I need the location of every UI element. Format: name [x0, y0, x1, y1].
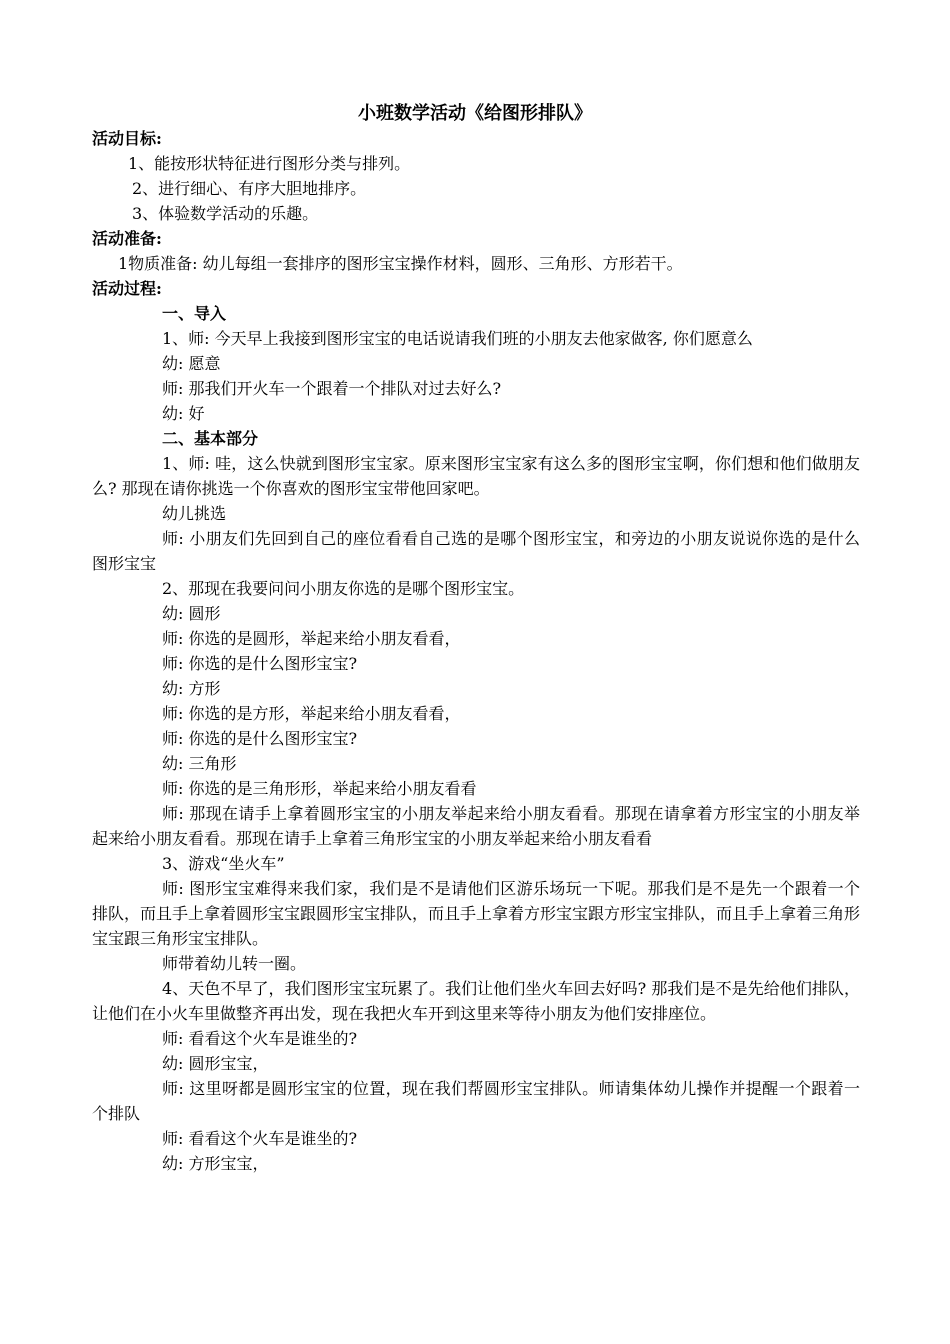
- paragraph: 师: 那现在请手上拿着圆形宝宝的小朋友举起来给小朋友看看。那现在请拿着方形宝宝的小朋友举起来给小朋友看看。那现在请手上拿着三角形宝宝的小朋友举起来给小朋友看看: [92, 804, 860, 848]
- paragraph: 师: 小朋友们先回到自己的座位看看自己选的是哪个图形宝宝，和旁边的小朋友说说你选的是什么图形宝宝: [92, 529, 860, 573]
- goal-item: 3、体验数学活动的乐趣。: [132, 204, 319, 223]
- prep-text: 1物质准备: 幼儿每组一套排序的图形宝宝操作材料，圆形、三角形、方形若干。: [118, 254, 683, 273]
- dialog-line: 幼: 三角形: [162, 754, 237, 773]
- dialog-line: 幼: 圆形: [162, 604, 221, 623]
- dialog-line: 2、那现在我要问问小朋友你选的是哪个图形宝宝。: [162, 579, 525, 598]
- dialog-line: 幼儿挑选: [162, 504, 227, 523]
- prep-heading: 活动准备:: [92, 229, 162, 248]
- paragraph: 1、师: 哇，这么快就到图形宝宝家。原来图形宝宝家有这么多的图形宝宝啊，你们想和他们做朋友么? 那现在请你挑选一个你喜欢的图形宝宝带他回家吧。: [92, 454, 860, 498]
- dialog-line: 幼: 方形宝宝，: [162, 1154, 269, 1173]
- dialog-line: 师: 你选的是什么图形宝宝?: [162, 654, 358, 673]
- dialog-line: 3、游戏“坐火车”: [162, 854, 285, 873]
- paragraph: 4、天色不早了，我们图形宝宝玩累了。我们让他们坐火车回去好吗? 那我们是不是先给他们排队，让他们在小火车里做整齐再出发，现在我把火车开到这里来等待小朋友为他们安排座位。: [92, 979, 860, 1023]
- dialog-line: 1、师: 今天早上我接到图形宝宝的电话说请我们班的小朋友去他家做客, 你们愿意么: [162, 329, 753, 348]
- dialog-line: 师: 你选的是方形，举起来给小朋友看看，: [162, 704, 461, 723]
- paragraph: 师: 这里呀都是圆形宝宝的位置，现在我们帮圆形宝宝排队。师请集体幼儿操作并提醒一个跟着一个排队: [92, 1079, 860, 1123]
- goals-heading: 活动目标:: [92, 129, 162, 148]
- goal-item: 2、进行细心、有序大胆地排序。: [132, 179, 367, 198]
- document-body: [92, 126, 860, 1176]
- dialog-line: 幼: 圆形宝宝，: [162, 1054, 269, 1073]
- section-heading-main: 二、基本部分: [162, 429, 259, 448]
- dialog-line: 幼: 愿意: [162, 354, 221, 373]
- dialog-line: 师: 那我们开火车一个跟着一个排队对过去好么?: [162, 379, 502, 398]
- dialog-line: 幼: 方形: [162, 679, 221, 698]
- dialog-line: 幼: 好: [162, 404, 205, 423]
- goal-item: 1、能按形状特征进行图形分类与排列。: [128, 154, 411, 173]
- dialog-line: 师: 你选的是圆形，举起来给小朋友看看，: [162, 629, 461, 648]
- dialog-line: 师: 你选的是什么图形宝宝?: [162, 729, 358, 748]
- dialog-line: 师: 看看这个火车是谁坐的?: [162, 1029, 358, 1048]
- section-heading-intro: 一、导入: [162, 304, 227, 323]
- dialog-line: 师带着幼儿转一圈。: [162, 954, 307, 973]
- process-heading: 活动过程:: [92, 279, 162, 298]
- paragraph: 师: 图形宝宝难得来我们家，我们是不是请他们区游乐场玩一下呢。那我们是不是先一个跟着一个排队，而且手上拿着圆形宝宝跟圆形宝宝排队，而且手上拿着方形宝宝跟方形宝宝排队，而且手上拿着三角形宝宝跟三角形宝宝排队。: [92, 879, 861, 948]
- dialog-line: 师: 看看这个火车是谁坐的?: [162, 1129, 358, 1148]
- page-title: 小班数学活动《给图形排队》: [358, 103, 592, 124]
- dialog-line: 师: 你选的是三角形形，举起来给小朋友看看: [162, 779, 477, 798]
